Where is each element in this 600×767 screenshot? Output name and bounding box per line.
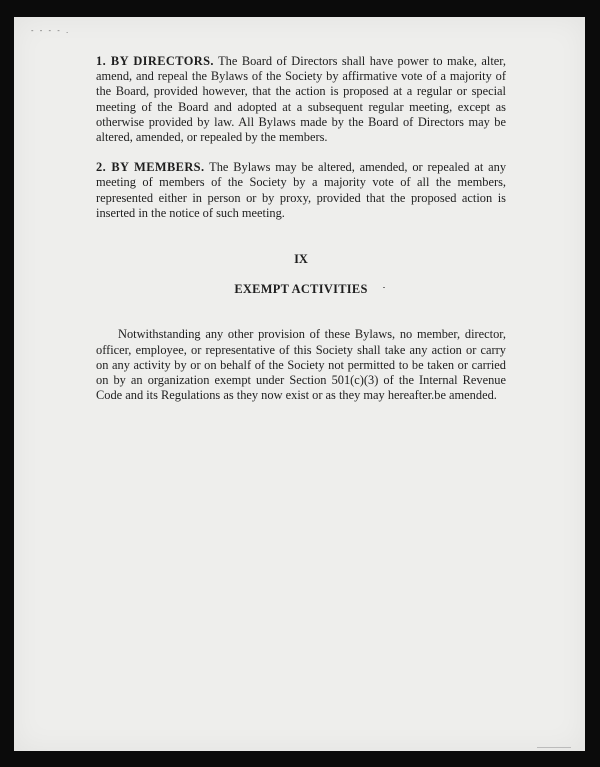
scan-marks: - - - - . bbox=[31, 27, 71, 35]
bylaw-amendment-members bbox=[96, 160, 506, 221]
section-2-body: The Bylaws may be altered, amended, or repealed at any meeting of members of the Society by a majority vote of all the members, represented either in person or by proxy, provided that the proposed action is inserted in the notice of such meeting. bbox=[96, 160, 507, 220]
section-1-body: The Board of Directors shall have power to make, alter, amend, and repeal the Bylaws of the Society by affirmative vote of a majority of the Board, provided however, that the action is proposed at a regular or special meeting of the Board and adopted at a subsequent regular meeting, except as otherwise provided by law. All Bylaws made by the Board of Directors may be altered, amended, or repealed by the members. bbox=[96, 54, 506, 145]
paper-speck bbox=[383, 287, 385, 288]
paper-edge-mark bbox=[537, 747, 571, 748]
exempt-activities-paragraph: Notwithstanding any other provision of these Bylaws, no member, director, officer, employee, or representative of this Society shall take any action or carry on any activity by or on behalf of the Society not permitted to be taken or carried on by an organization exempt under Section 501(c)(3) of the Internal Revenue Code and its Regulations as they now exist or as they may hereafter.be amended. bbox=[96, 327, 506, 403]
document-page bbox=[14, 17, 585, 751]
section-2-lead: 2. BY MEMBERS. bbox=[96, 160, 205, 175]
section-1-lead: 1. BY DIRECTORS. bbox=[96, 54, 214, 68]
document-text bbox=[96, 54, 506, 403]
bylaw-amendment-directors bbox=[96, 54, 506, 145]
article-number: IX bbox=[294, 252, 308, 267]
article-title: EXEMPT ACTIVITIES bbox=[234, 282, 368, 297]
